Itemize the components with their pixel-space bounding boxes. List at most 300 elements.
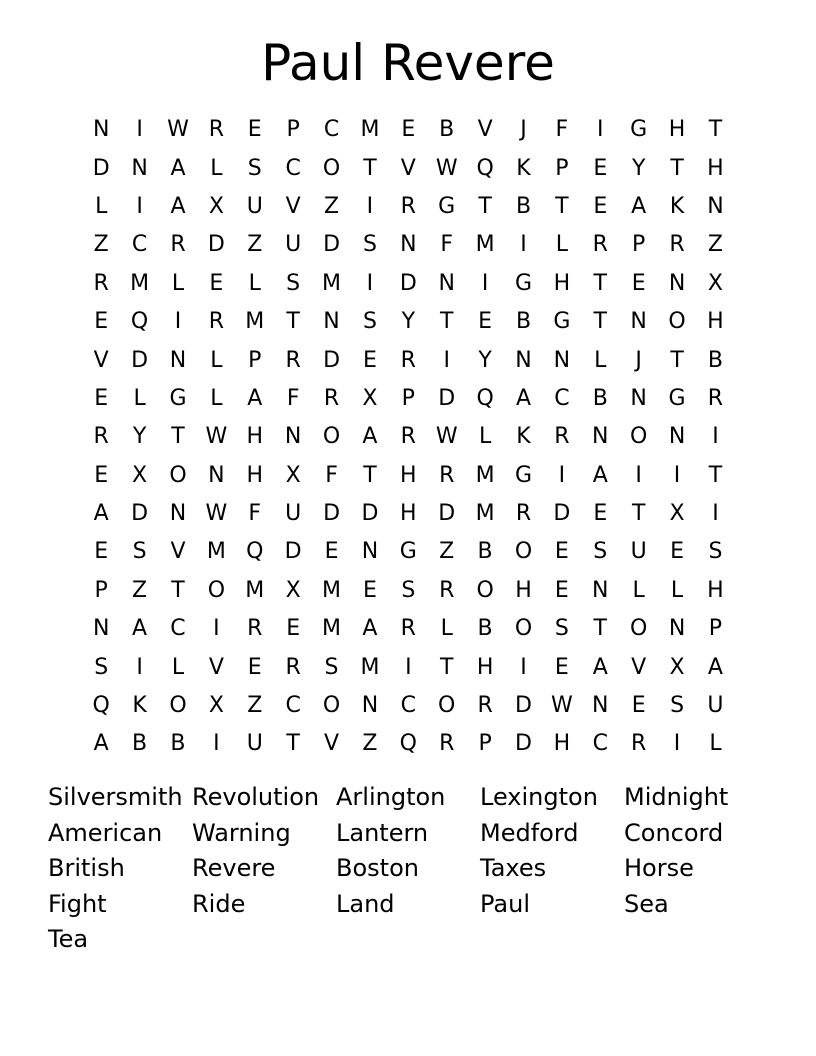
grid-letter: R bbox=[707, 385, 724, 411]
grid-letter: S bbox=[247, 155, 262, 181]
grid-letter: I bbox=[712, 501, 719, 527]
grid-letter: L bbox=[670, 577, 684, 603]
grid-letter: T bbox=[171, 577, 185, 603]
grid-letter: X bbox=[208, 693, 224, 719]
grid-letter: D bbox=[284, 539, 302, 565]
grid-letter: N bbox=[131, 155, 148, 181]
grid-letter: S bbox=[362, 232, 377, 258]
grid-letter: P bbox=[555, 155, 569, 181]
grid-letter: E bbox=[670, 539, 684, 565]
grid-letter: L bbox=[210, 385, 223, 411]
grid-letter: L bbox=[171, 270, 185, 296]
grid-letter: S bbox=[362, 309, 377, 335]
grid-letter: A bbox=[362, 616, 378, 642]
word-list-item: British bbox=[48, 854, 125, 882]
grid-row bbox=[82, 418, 735, 456]
grid-letter: O bbox=[438, 693, 456, 719]
grid-letter: J bbox=[635, 347, 642, 373]
grid-row bbox=[82, 265, 735, 303]
grid-letter: T bbox=[286, 309, 300, 335]
grid-letter: H bbox=[476, 654, 494, 680]
grid-letter: C bbox=[554, 385, 570, 411]
grid-letter: L bbox=[171, 654, 185, 680]
grid-letter: A bbox=[170, 193, 186, 219]
grid-letter: A bbox=[515, 385, 532, 411]
grid-letter: F bbox=[325, 462, 338, 488]
word-list-item: Concord bbox=[624, 818, 724, 847]
grid-letter: J bbox=[520, 117, 527, 143]
grid-letter: P bbox=[401, 385, 415, 411]
grid-letter: Y bbox=[401, 309, 416, 335]
grid-letter: Q bbox=[476, 385, 494, 411]
grid-letter: R bbox=[669, 232, 685, 258]
grid-letter: P bbox=[708, 616, 723, 642]
grid-letter: E bbox=[593, 155, 608, 181]
grid-letter: X bbox=[285, 577, 301, 603]
grid-letter: O bbox=[476, 577, 494, 603]
grid-letter: B bbox=[515, 193, 532, 219]
grid-letter: D bbox=[131, 347, 149, 373]
grid-letter: N bbox=[208, 462, 225, 488]
grid-letter: O bbox=[322, 155, 341, 181]
grid-letter: Q bbox=[246, 539, 264, 565]
grid-letter: E bbox=[401, 117, 416, 143]
grid-letter: Z bbox=[247, 693, 263, 719]
grid-letter: L bbox=[133, 385, 146, 411]
grid-letter: D bbox=[131, 501, 149, 527]
grid-letter: C bbox=[285, 155, 301, 181]
grid-letter: V bbox=[477, 117, 493, 143]
grid-letter: N bbox=[323, 309, 340, 335]
grid-letter: I bbox=[443, 347, 450, 373]
grid-letter: X bbox=[362, 385, 378, 411]
grid-letter: H bbox=[707, 155, 724, 181]
grid-letter: I bbox=[213, 731, 220, 757]
grid-letter: Z bbox=[439, 539, 455, 565]
grid-letter: I bbox=[405, 654, 412, 680]
grid-row bbox=[82, 111, 735, 149]
grid-letter: H bbox=[553, 731, 571, 757]
grid-letter: H bbox=[707, 577, 724, 603]
grid-letter: A bbox=[93, 731, 109, 757]
grid-letter: D bbox=[323, 232, 341, 258]
grid-letter: F bbox=[555, 117, 569, 143]
grid-letter: R bbox=[554, 424, 570, 450]
grid-letter: D bbox=[207, 232, 225, 258]
grid-letter: P bbox=[478, 731, 492, 757]
grid-letter: I bbox=[712, 424, 719, 450]
word-list-item: Lexington bbox=[480, 783, 598, 811]
grid-letter: I bbox=[136, 117, 143, 143]
grid-letter: R bbox=[439, 462, 455, 488]
grid-letter: N bbox=[169, 347, 187, 373]
word-list-item: Arlington bbox=[336, 783, 446, 811]
grid-letter: X bbox=[285, 462, 301, 488]
grid-letter: H bbox=[707, 309, 724, 335]
grid-letter: S bbox=[94, 654, 109, 680]
grid-letter: D bbox=[553, 501, 571, 527]
grid-letter: C bbox=[170, 616, 186, 642]
grid-letter: A bbox=[592, 462, 608, 488]
grid-letter: R bbox=[208, 117, 225, 143]
grid-row bbox=[82, 533, 735, 571]
grid-letter: D bbox=[438, 385, 456, 411]
grid-letter: I bbox=[366, 270, 374, 296]
grid-letter: O bbox=[630, 424, 648, 450]
grid-letter: M bbox=[475, 501, 495, 527]
grid-letter: D bbox=[323, 501, 341, 527]
grid-letter: M bbox=[360, 117, 380, 143]
grid-letter: N bbox=[592, 693, 609, 719]
grid-row bbox=[82, 572, 735, 610]
grid-letter: X bbox=[669, 501, 685, 527]
grid-letter: W bbox=[205, 424, 228, 450]
grid-letter: I bbox=[673, 462, 681, 488]
grid-letter: C bbox=[400, 693, 416, 719]
grid-letter: Y bbox=[478, 347, 492, 373]
grid-letter: A bbox=[631, 193, 647, 219]
word-list-item: Horse bbox=[624, 854, 694, 882]
grid-letter: Q bbox=[130, 309, 149, 335]
grid-letter: F bbox=[248, 501, 262, 527]
grid-letter: B bbox=[132, 731, 148, 757]
grid-letter: M bbox=[475, 232, 495, 258]
grid-letter: T bbox=[631, 501, 646, 527]
grid-letter: E bbox=[94, 462, 109, 488]
grid-letter: S bbox=[401, 577, 416, 603]
grid-letter: L bbox=[594, 347, 607, 373]
grid-letter: T bbox=[171, 424, 185, 450]
grid-letter: O bbox=[169, 462, 187, 488]
grid-letter: P bbox=[632, 232, 646, 258]
grid-letter: R bbox=[285, 654, 301, 680]
grid-row bbox=[82, 725, 735, 763]
grid-letter: L bbox=[210, 347, 223, 373]
grid-letter: K bbox=[516, 155, 531, 181]
grid-row bbox=[82, 610, 735, 648]
grid-letter: T bbox=[439, 309, 454, 335]
grid-letter: W bbox=[551, 693, 573, 719]
grid-letter: E bbox=[286, 616, 301, 642]
grid-letter: R bbox=[592, 232, 608, 258]
grid-letter: K bbox=[516, 424, 531, 450]
grid-letter: N bbox=[668, 616, 686, 642]
grid-letter: V bbox=[170, 539, 186, 565]
grid-letter: I bbox=[673, 731, 681, 757]
grid-letter: F bbox=[440, 232, 454, 258]
grid-letter: U bbox=[246, 731, 263, 757]
grid-letter: H bbox=[668, 117, 686, 143]
grid-letter: T bbox=[478, 193, 492, 219]
grid-letter: M bbox=[245, 309, 265, 335]
grid-letter: E bbox=[593, 193, 608, 219]
grid-letter: R bbox=[515, 501, 532, 527]
grid-letter: Q bbox=[399, 731, 417, 757]
word-list-item: Boston bbox=[336, 854, 419, 882]
grid-letter: R bbox=[439, 731, 455, 757]
grid-letter: R bbox=[247, 616, 263, 642]
grid-letter: I bbox=[558, 462, 566, 488]
grid-letter: K bbox=[669, 193, 685, 219]
grid-row bbox=[82, 687, 735, 725]
grid-letter: Q bbox=[476, 155, 494, 181]
grid-letter: S bbox=[593, 539, 608, 565]
grid-letter: I bbox=[520, 654, 527, 680]
grid-letter: E bbox=[554, 539, 569, 565]
grid-row bbox=[82, 226, 735, 264]
grid-letter: R bbox=[400, 347, 416, 373]
grid-row bbox=[82, 149, 735, 187]
grid-letter: L bbox=[632, 577, 645, 603]
grid-letter: Q bbox=[92, 693, 110, 719]
word-list-item: Revolution bbox=[192, 783, 320, 811]
word-list-item: Taxes bbox=[480, 854, 547, 882]
grid-letter: N bbox=[668, 424, 686, 450]
grid-letter: A bbox=[170, 155, 186, 181]
grid-letter: O bbox=[630, 616, 648, 642]
grid-letter: T bbox=[593, 270, 607, 296]
grid-letter: E bbox=[554, 654, 569, 680]
grid-letter: X bbox=[707, 270, 723, 296]
grid-letter: M bbox=[475, 462, 495, 488]
grid-letter: O bbox=[322, 424, 341, 450]
grid-letter: H bbox=[400, 501, 417, 527]
grid-letter: B bbox=[170, 731, 186, 757]
grid-letter: T bbox=[555, 193, 569, 219]
grid-letter: N bbox=[92, 117, 110, 143]
grid-letter: Y bbox=[631, 155, 646, 181]
grid-letter: N bbox=[553, 347, 571, 373]
grid-letter: N bbox=[92, 616, 110, 642]
grid-letter: T bbox=[363, 155, 377, 181]
grid-letter: R bbox=[439, 577, 455, 603]
grid-letter: O bbox=[207, 577, 226, 603]
grid-letter: R bbox=[631, 731, 647, 757]
grid-letter: I bbox=[136, 193, 143, 219]
grid-letter: I bbox=[481, 270, 489, 296]
word-list-item: American bbox=[48, 818, 163, 847]
grid-letter: I bbox=[635, 462, 642, 488]
grid-letter: R bbox=[93, 270, 109, 296]
grid-letter: C bbox=[323, 117, 340, 143]
grid-letter: D bbox=[438, 501, 456, 527]
grid-letter: W bbox=[167, 117, 189, 143]
grid-letter: M bbox=[322, 270, 342, 296]
grid-letter: O bbox=[514, 539, 533, 565]
grid-letter: E bbox=[593, 501, 608, 527]
grid-letter: N bbox=[592, 424, 609, 450]
grid-letter: N bbox=[630, 385, 647, 411]
grid-letter: C bbox=[592, 731, 608, 757]
grid-letter: X bbox=[132, 462, 148, 488]
grid-letter: V bbox=[631, 654, 647, 680]
grid-letter: T bbox=[286, 731, 300, 757]
grid-letter: E bbox=[247, 654, 262, 680]
grid-letter: N bbox=[592, 577, 609, 603]
grid-letter: E bbox=[94, 539, 109, 565]
word-list-item: Fight bbox=[48, 889, 107, 918]
grid-letter: I bbox=[213, 616, 220, 642]
grid-letter: Z bbox=[247, 232, 263, 258]
grid-letter: V bbox=[324, 731, 340, 757]
grid-letter: D bbox=[92, 155, 110, 181]
grid-letter: F bbox=[286, 385, 300, 411]
grid-letter: N bbox=[400, 232, 417, 258]
grid-letter: N bbox=[361, 693, 379, 719]
grid-row bbox=[82, 341, 735, 379]
grid-letter: E bbox=[362, 577, 377, 603]
grid-letter: N bbox=[169, 501, 187, 527]
grid-letter: R bbox=[400, 424, 416, 450]
grid-letter: A bbox=[247, 385, 263, 411]
grid-letter: E bbox=[209, 270, 224, 296]
grid-letter: G bbox=[169, 385, 187, 411]
grid-letter: E bbox=[324, 539, 339, 565]
grid-letter: T bbox=[593, 616, 607, 642]
grid-letter: G bbox=[514, 462, 533, 488]
grid-letter: B bbox=[515, 309, 532, 335]
grid-letter: N bbox=[630, 309, 647, 335]
grid-letter: R bbox=[477, 693, 493, 719]
grid-letter: E bbox=[247, 117, 262, 143]
grid-letter: Z bbox=[132, 577, 148, 603]
grid-letter: E bbox=[362, 347, 377, 373]
grid-letter: I bbox=[520, 232, 527, 258]
grid-letter: P bbox=[248, 347, 262, 373]
grid-letter: R bbox=[400, 193, 416, 219]
grid-letter: C bbox=[285, 693, 301, 719]
grid-letter: M bbox=[322, 616, 342, 642]
grid-letter: B bbox=[592, 385, 608, 411]
word-list-item: Tea bbox=[48, 925, 89, 953]
grid-letter: G bbox=[399, 539, 417, 565]
grid-letter: T bbox=[363, 462, 377, 488]
grid-letter: G bbox=[668, 385, 686, 411]
grid-letter: R bbox=[208, 309, 225, 335]
grid-letter: E bbox=[554, 577, 569, 603]
grid-letter: G bbox=[630, 117, 648, 143]
grid-letter: W bbox=[435, 155, 458, 181]
grid-letter: H bbox=[246, 424, 264, 450]
grid-letter: N bbox=[361, 539, 379, 565]
word-list-item: Ride bbox=[192, 889, 246, 918]
grid-letter: C bbox=[131, 232, 148, 258]
grid-letter: D bbox=[323, 347, 341, 373]
grid-letter: O bbox=[322, 693, 341, 719]
grid-letter: S bbox=[554, 616, 569, 642]
grid-letter: D bbox=[399, 270, 417, 296]
grid-letter: N bbox=[515, 347, 532, 373]
grid-letter: U bbox=[246, 193, 263, 219]
grid-letter: N bbox=[438, 270, 455, 296]
word-list-item: Revere bbox=[192, 854, 276, 882]
grid-letter: E bbox=[94, 309, 109, 335]
grid-letter: U bbox=[630, 539, 647, 565]
word-list-item: Midnight bbox=[624, 783, 729, 811]
grid-letter: A bbox=[132, 616, 148, 642]
page-title: Paul Revere bbox=[261, 34, 555, 92]
grid-letter: A bbox=[592, 654, 608, 680]
word-list bbox=[48, 780, 788, 958]
grid-letter: S bbox=[132, 539, 147, 565]
grid-letter: D bbox=[361, 501, 379, 527]
grid-letter: U bbox=[285, 501, 302, 527]
grid-row bbox=[82, 188, 735, 226]
grid-letter: Y bbox=[132, 424, 147, 450]
grid-letter: R bbox=[170, 232, 186, 258]
grid-letter: S bbox=[708, 539, 723, 565]
grid-letter: H bbox=[246, 462, 264, 488]
grid-letter: V bbox=[285, 193, 301, 219]
grid-letter: N bbox=[284, 424, 302, 450]
grid-letter: V bbox=[93, 347, 109, 373]
grid-letter: Z bbox=[93, 232, 109, 258]
grid-letter: X bbox=[669, 654, 685, 680]
word-list-item: Sea bbox=[624, 889, 669, 918]
grid-letter: B bbox=[707, 347, 723, 373]
grid-letter: H bbox=[400, 462, 417, 488]
grid-letter: N bbox=[668, 270, 686, 296]
grid-letter: I bbox=[597, 117, 604, 143]
grid-letter: B bbox=[477, 616, 493, 642]
word-list-item: Medford bbox=[480, 818, 579, 847]
grid-letter: I bbox=[174, 309, 182, 335]
grid-letter: T bbox=[439, 654, 454, 680]
grid-letter: P bbox=[94, 577, 108, 603]
grid-letter: D bbox=[515, 731, 532, 757]
grid-letter: S bbox=[670, 693, 685, 719]
grid-letter: U bbox=[707, 693, 724, 719]
grid-row bbox=[82, 380, 735, 418]
grid-letter: A bbox=[707, 654, 723, 680]
grid-letter: G bbox=[553, 309, 571, 335]
grid-letter: W bbox=[435, 424, 458, 450]
grid-letter: V bbox=[208, 654, 224, 680]
grid-letter: U bbox=[285, 232, 302, 258]
grid-row bbox=[82, 648, 735, 686]
word-list-item: Lantern bbox=[336, 818, 429, 847]
grid-letter: A bbox=[93, 501, 109, 527]
grid-letter: I bbox=[136, 654, 143, 680]
grid-letter: L bbox=[95, 193, 108, 219]
grid-letter: O bbox=[514, 616, 533, 642]
grid-letter: E bbox=[631, 270, 646, 296]
grid-letter: T bbox=[708, 462, 723, 488]
grid-letter: X bbox=[208, 193, 224, 219]
grid-letter: G bbox=[514, 270, 533, 296]
grid-letter: E bbox=[631, 693, 646, 719]
grid-letter: T bbox=[670, 347, 684, 373]
grid-letter: N bbox=[707, 193, 724, 219]
grid-letter: L bbox=[440, 616, 453, 642]
grid-letter: L bbox=[210, 155, 223, 181]
grid-letter: T bbox=[708, 117, 723, 143]
grid-letter: M bbox=[360, 654, 380, 680]
grid-letter: Z bbox=[362, 731, 378, 757]
grid-letter: L bbox=[248, 270, 261, 296]
grid-letter: R bbox=[93, 424, 109, 450]
grid-letter: L bbox=[555, 232, 569, 258]
grid-letter: Z bbox=[324, 193, 340, 219]
grid-letter: B bbox=[439, 117, 455, 143]
grid-letter: G bbox=[438, 193, 456, 219]
grid-letter: M bbox=[245, 577, 265, 603]
grid-letter: O bbox=[668, 309, 686, 335]
grid-letter: S bbox=[286, 270, 301, 296]
grid-letter: A bbox=[362, 424, 378, 450]
grid-letter: M bbox=[130, 270, 150, 296]
grid-letter: S bbox=[324, 654, 339, 680]
